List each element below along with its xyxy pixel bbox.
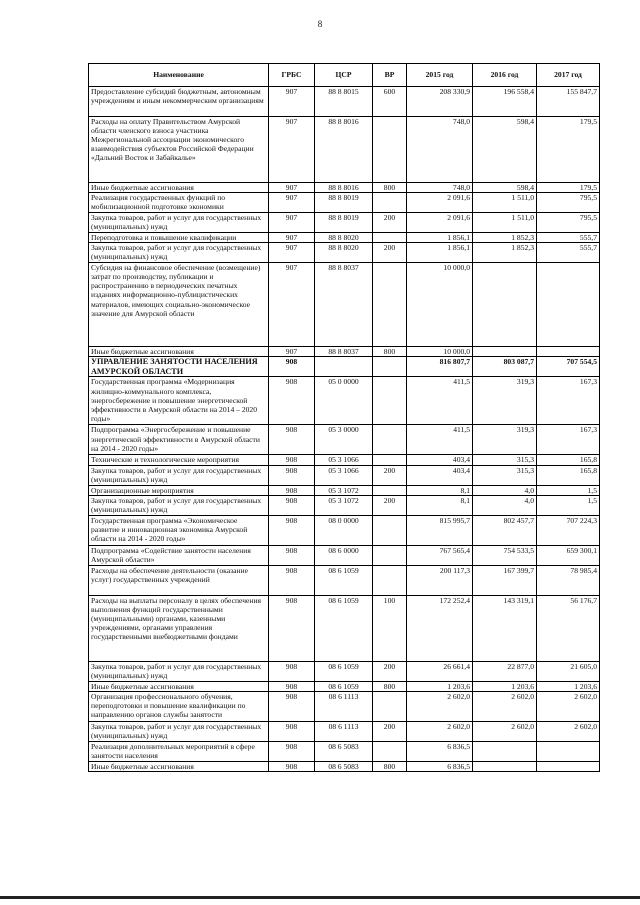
table-row	[89, 515, 600, 545]
cell-2016: 4,0	[473, 495, 537, 515]
cell-csr: 88 8 8020	[315, 243, 373, 263]
cell-grbs: 907	[269, 243, 315, 263]
cell-2017: 179,5	[537, 117, 600, 183]
table-row	[89, 761, 600, 771]
cell-2017: 2 602,0	[537, 721, 600, 741]
cell-2017: 555,7	[537, 233, 600, 243]
col-header-2017: 2017 год	[537, 64, 600, 87]
cell-csr: 88 8 8016	[315, 117, 373, 183]
table-row	[89, 347, 600, 357]
cell-csr: 05 0 0000	[315, 377, 373, 425]
cell-2017: 155 847,7	[537, 87, 600, 117]
table-row	[89, 233, 600, 243]
table-row	[89, 691, 600, 721]
cell-vr: 200	[373, 495, 407, 515]
cell-name: Подпрограмма «Содействие занятости населения Амурской области»	[89, 545, 269, 565]
cell-2016: 1 852,3	[473, 233, 537, 243]
cell-grbs: 908	[269, 357, 315, 377]
table-row	[89, 545, 600, 565]
cell-grbs: 908	[269, 455, 315, 465]
cell-2015: 8,1	[407, 485, 473, 495]
cell-2016: 598,4	[473, 183, 537, 193]
cell-csr: 88 8 8019	[315, 193, 373, 213]
cell-2015: 2 602,0	[407, 691, 473, 721]
cell-vr	[373, 193, 407, 213]
table-header-row	[89, 64, 600, 87]
cell-2015: 6 836,5	[407, 741, 473, 761]
cell-2016	[473, 761, 537, 771]
cell-csr: 08 6 5083	[315, 741, 373, 761]
cell-vr: 200	[373, 465, 407, 485]
cell-vr	[373, 263, 407, 347]
cell-csr: 08 6 1059	[315, 661, 373, 681]
cell-2016: 319,3	[473, 425, 537, 455]
cell-vr: 800	[373, 681, 407, 691]
cell-vr: 800	[373, 347, 407, 357]
scan-edge-line	[0, 896, 640, 899]
cell-2016: 2 602,0	[473, 721, 537, 741]
table-row	[89, 455, 600, 465]
cell-2015: 2 602,0	[407, 721, 473, 741]
cell-csr: 08 6 1113	[315, 691, 373, 721]
cell-vr: 200	[373, 213, 407, 233]
cell-2015: 816 807,7	[407, 357, 473, 377]
cell-name: Закупка товаров, работ и услуг для государственных (муниципальных) нужд	[89, 721, 269, 741]
cell-csr: 05 3 1066	[315, 465, 373, 485]
cell-2015: 748,0	[407, 183, 473, 193]
cell-csr: 05 3 1072	[315, 485, 373, 495]
cell-vr	[373, 117, 407, 183]
cell-vr	[373, 515, 407, 545]
cell-2015: 815 995,7	[407, 515, 473, 545]
cell-2017	[537, 761, 600, 771]
cell-2017: 795,5	[537, 193, 600, 213]
cell-grbs: 908	[269, 545, 315, 565]
cell-grbs: 908	[269, 465, 315, 485]
cell-2015: 26 661,4	[407, 661, 473, 681]
cell-csr: 88 8 8016	[315, 183, 373, 193]
cell-grbs: 908	[269, 425, 315, 455]
col-header-vr: ВР	[373, 64, 407, 87]
cell-name: Иные бюджетные ассигнования	[89, 183, 269, 193]
cell-csr: 05 3 0000	[315, 425, 373, 455]
cell-csr: 08 6 5083	[315, 761, 373, 771]
cell-name: Реализация государственных функций по мобилизационной подготовке экономики	[89, 193, 269, 213]
cell-name: Закупка товаров, работ и услуг для государственных (муниципальных) нужд	[89, 213, 269, 233]
cell-vr	[373, 357, 407, 377]
table-row	[89, 377, 600, 425]
cell-2017: 1 203,6	[537, 681, 600, 691]
table-row	[89, 741, 600, 761]
cell-grbs: 908	[269, 595, 315, 661]
cell-2017: 165,8	[537, 465, 600, 485]
cell-grbs: 907	[269, 183, 315, 193]
cell-2016: 315,3	[473, 455, 537, 465]
cell-2016: 598,4	[473, 117, 537, 183]
cell-2016: 1 511,0	[473, 193, 537, 213]
cell-csr: 88 8 8037	[315, 347, 373, 357]
cell-2015: 10 000,0	[407, 347, 473, 357]
cell-2015: 2 091,6	[407, 213, 473, 233]
cell-csr	[315, 357, 373, 377]
cell-2016: 167 399,7	[473, 565, 537, 595]
col-header-2015: 2015 год	[407, 64, 473, 87]
cell-grbs: 907	[269, 87, 315, 117]
cell-name: Закупка товаров, работ и услуг для государственных (муниципальных) нужд	[89, 661, 269, 681]
cell-2016	[473, 741, 537, 761]
cell-2016: 2 602,0	[473, 691, 537, 721]
cell-2016	[473, 347, 537, 357]
col-header-csr: ЦСР	[315, 64, 373, 87]
cell-2015: 10 000,0	[407, 263, 473, 347]
cell-2015: 403,4	[407, 465, 473, 485]
table-row	[89, 263, 600, 347]
cell-vr	[373, 545, 407, 565]
cell-vr: 800	[373, 761, 407, 771]
cell-2017: 56 176,7	[537, 595, 600, 661]
cell-2015: 1 856,1	[407, 233, 473, 243]
cell-2017	[537, 741, 600, 761]
cell-vr: 200	[373, 243, 407, 263]
cell-2017: 21 605,0	[537, 661, 600, 681]
cell-2017: 1,5	[537, 495, 600, 515]
cell-name: Организационные мероприятия	[89, 485, 269, 495]
cell-name: Субсидия на финансовое обеспечение (возмещение) затрат по производству, публикации и распространению в периодических печатных изданиях информационно-публицистических материалов, имеющих социально-экономическое значение для Амурской области	[89, 263, 269, 347]
table-row	[89, 183, 600, 193]
cell-name: Государственная программа «Экономическое развитие и инновационная экономика Амурской области на 2014 - 2020 годы»	[89, 515, 269, 545]
cell-name: Технические и технологические мероприятия	[89, 455, 269, 465]
table-row	[89, 213, 600, 233]
cell-name: Организация профессионального обучения, переподготовки и повышение квалификации по направлению органов службы занятости	[89, 691, 269, 721]
cell-grbs: 907	[269, 117, 315, 183]
cell-csr: 08 6 1113	[315, 721, 373, 741]
cell-2016: 196 558,4	[473, 87, 537, 117]
col-header-2016: 2016 год	[473, 64, 537, 87]
cell-2015: 172 252,4	[407, 595, 473, 661]
cell-2016: 1 511,0	[473, 213, 537, 233]
cell-2017: 795,5	[537, 213, 600, 233]
cell-2016: 802 457,7	[473, 515, 537, 545]
cell-grbs: 908	[269, 691, 315, 721]
cell-vr: 200	[373, 661, 407, 681]
cell-2016: 315,3	[473, 465, 537, 485]
cell-csr: 05 3 1072	[315, 495, 373, 515]
table-row	[89, 485, 600, 495]
cell-2015: 748,0	[407, 117, 473, 183]
cell-2017: 167,3	[537, 425, 600, 455]
cell-name: УПРАВЛЕНИЕ ЗАНЯТОСТИ НАСЕЛЕНИЯ АМУРСКОЙ ОБЛАСТИ	[89, 357, 269, 377]
table-row	[89, 193, 600, 213]
cell-2015: 208 330,9	[407, 87, 473, 117]
cell-grbs: 908	[269, 741, 315, 761]
cell-name: Расходы на обеспечение деятельности (оказание услуг) государственных учреждений	[89, 565, 269, 595]
cell-2016: 1 203,6	[473, 681, 537, 691]
cell-name: Государственная программа «Модернизация жилищно-коммунального комплекса, энергосбережение и повышение энергетической эффективности в Амурской области на 2014 – 2020 годы»	[89, 377, 269, 425]
cell-grbs: 907	[269, 263, 315, 347]
table-row	[89, 357, 600, 377]
cell-2016: 319,3	[473, 377, 537, 425]
cell-2015: 200 117,3	[407, 565, 473, 595]
cell-2017: 78 985,4	[537, 565, 600, 595]
cell-vr	[373, 565, 407, 595]
cell-name: Закупка товаров, работ и услуг для государственных (муниципальных) нужд	[89, 243, 269, 263]
cell-csr: 88 8 8020	[315, 233, 373, 243]
cell-2016: 4,0	[473, 485, 537, 495]
cell-2015: 411,5	[407, 377, 473, 425]
cell-2017: 179,5	[537, 183, 600, 193]
cell-vr	[373, 485, 407, 495]
cell-name: Иные бюджетные ассигнования	[89, 761, 269, 771]
table-row	[89, 117, 600, 183]
cell-csr: 88 8 8015	[315, 87, 373, 117]
cell-2015: 767 565,4	[407, 545, 473, 565]
cell-grbs: 908	[269, 495, 315, 515]
cell-grbs: 908	[269, 761, 315, 771]
cell-grbs: 908	[269, 681, 315, 691]
cell-2016: 143 319,1	[473, 595, 537, 661]
cell-grbs: 907	[269, 347, 315, 357]
cell-2015: 2 091,6	[407, 193, 473, 213]
cell-vr	[373, 377, 407, 425]
cell-2017: 1,5	[537, 485, 600, 495]
table-row	[89, 465, 600, 485]
cell-csr: 08 6 1059	[315, 681, 373, 691]
cell-vr	[373, 233, 407, 243]
table-row	[89, 565, 600, 595]
table-row	[89, 681, 600, 691]
col-header-name: Наименование	[89, 64, 269, 87]
cell-grbs: 907	[269, 193, 315, 213]
table-row	[89, 661, 600, 681]
table-row	[89, 425, 600, 455]
cell-2017: 707 224,3	[537, 515, 600, 545]
page-number: 8	[317, 19, 323, 29]
cell-csr: 08 6 1059	[315, 595, 373, 661]
cell-vr: 200	[373, 721, 407, 741]
cell-2016	[473, 263, 537, 347]
cell-grbs: 908	[269, 377, 315, 425]
cell-name: Иные бюджетные ассигнования	[89, 681, 269, 691]
cell-csr: 05 3 1066	[315, 455, 373, 465]
cell-grbs: 908	[269, 515, 315, 545]
cell-2017: 555,7	[537, 243, 600, 263]
cell-grbs: 908	[269, 721, 315, 741]
table-row	[89, 87, 600, 117]
cell-grbs: 907	[269, 213, 315, 233]
cell-vr: 600	[373, 87, 407, 117]
cell-2015: 1 856,1	[407, 243, 473, 263]
cell-2015: 403,4	[407, 455, 473, 465]
cell-vr	[373, 741, 407, 761]
cell-2016: 754 533,5	[473, 545, 537, 565]
cell-2015: 411,5	[407, 425, 473, 455]
cell-2016: 22 877,0	[473, 661, 537, 681]
cell-2015: 8,1	[407, 495, 473, 515]
cell-name: Иные бюджетные ассигнования	[89, 347, 269, 357]
cell-name: Реализация дополнительных мероприятий в сфере занятости населения	[89, 741, 269, 761]
cell-grbs: 908	[269, 661, 315, 681]
cell-name: Расходы на выплаты персоналу в целях обеспечения выполнения функций государственными (муниципальными) органами, казенными учреждениями, органами управления государственными внебюджетными фондами	[89, 595, 269, 661]
table-row	[89, 243, 600, 263]
cell-vr: 100	[373, 595, 407, 661]
cell-2015: 6 836,5	[407, 761, 473, 771]
cell-name: Предоставление субсидий бюджетным, автономным учреждениям и иным некоммерческим организациям	[89, 87, 269, 117]
cell-2015: 1 203,6	[407, 681, 473, 691]
cell-name: Расходы на оплату Правительством Амурской области членского взноса участника Межрегиональной ассоциации экономического взаимодействия субъектов Российской Федерации «Дальний Восток и Забайкалье»	[89, 117, 269, 183]
cell-csr: 08 6 0000	[315, 545, 373, 565]
cell-csr: 08 6 1059	[315, 565, 373, 595]
cell-name: Подпрограмма «Энергосбережение и повышение энергетической эффективности в Амурской области на 2014 - 2020 годы»	[89, 425, 269, 455]
cell-csr: 08 0 0000	[315, 515, 373, 545]
cell-2017: 165,8	[537, 455, 600, 465]
table-row	[89, 495, 600, 515]
cell-2017: 167,3	[537, 377, 600, 425]
cell-vr	[373, 691, 407, 721]
cell-grbs: 908	[269, 485, 315, 495]
cell-2017	[537, 263, 600, 347]
cell-name: Закупка товаров, работ и услуг для государственных (муниципальных) нужд	[89, 465, 269, 485]
cell-grbs: 908	[269, 565, 315, 595]
budget-table	[88, 63, 600, 772]
cell-2017: 2 602,0	[537, 691, 600, 721]
cell-2017: 659 300,1	[537, 545, 600, 565]
cell-name: Закупка товаров, работ и услуг для государственных (муниципальных) нужд	[89, 495, 269, 515]
cell-2016: 803 087,7	[473, 357, 537, 377]
cell-vr	[373, 455, 407, 465]
cell-grbs: 907	[269, 233, 315, 243]
cell-csr: 88 8 8037	[315, 263, 373, 347]
cell-2017	[537, 347, 600, 357]
cell-vr	[373, 425, 407, 455]
col-header-grbs: ГРБС	[269, 64, 315, 87]
cell-vr: 800	[373, 183, 407, 193]
table-row	[89, 595, 600, 661]
cell-name: Переподготовка и повышение квалификации	[89, 233, 269, 243]
cell-2016: 1 852,3	[473, 243, 537, 263]
cell-csr: 88 8 8019	[315, 213, 373, 233]
table-row	[89, 721, 600, 741]
cell-2017: 707 554,5	[537, 357, 600, 377]
